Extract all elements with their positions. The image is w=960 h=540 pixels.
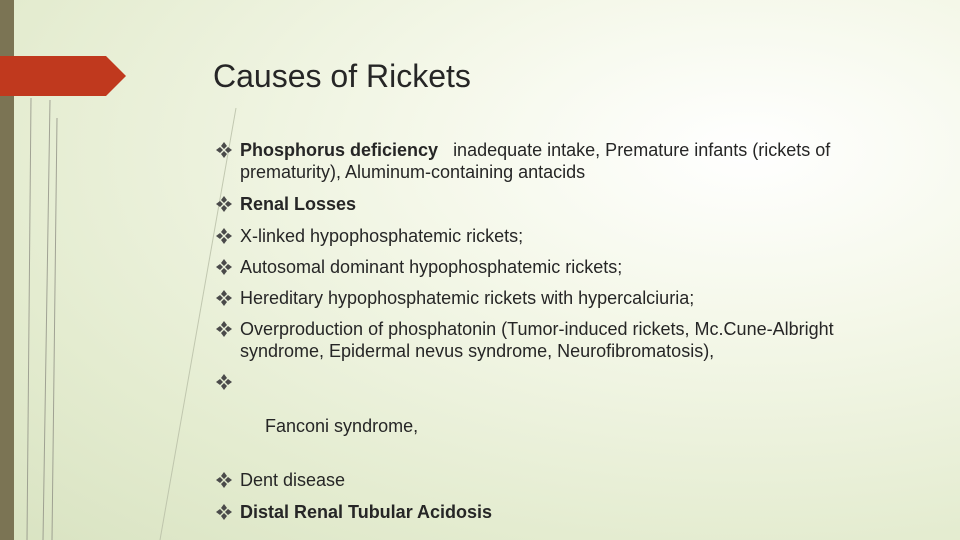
bullet-text: Hereditary hypophosphatemic rickets with hypercalciuria; (240, 288, 695, 308)
bullet-phosphorus-deficiency (216, 139, 916, 183)
four-diamond-bullet-icon (216, 228, 232, 244)
bullet-x-linked (216, 225, 916, 247)
four-diamond-bullet-icon (216, 196, 232, 212)
bullet-renal-losses (216, 193, 916, 215)
bullet-text: X-linked hypophosphatemic rickets; (240, 226, 524, 246)
bullet-dent-disease (216, 469, 916, 491)
bullet-text: inadequate intake, Premature infants (rickets of prematurity), Aluminum-containing antacids (240, 140, 831, 182)
four-diamond-bullet-icon (216, 472, 232, 488)
sketch-line-1 (43, 100, 50, 540)
bullet-autosomal-dominant (216, 256, 916, 278)
bullet-text: Dent disease (240, 470, 346, 490)
bullet-text: Overproduction of phosphatonin (Tumor-induced rickets, Mc.Cune-Albright syndrome, Epidermal nevus syndrome, Neurofibromatosis), (240, 319, 834, 361)
bullet-fanconi (216, 371, 916, 459)
four-diamond-bullet-icon (216, 374, 232, 390)
bullet-strong-text: Phosphorus deficiency (240, 140, 439, 160)
four-diamond-bullet-icon (216, 321, 232, 337)
bullet-text: Autosomal dominant hypophosphatemic rickets; (240, 257, 623, 277)
bullet-text: Renal Losses (240, 194, 357, 214)
bullet-list (216, 139, 916, 523)
sketch-line-2 (27, 98, 31, 540)
four-diamond-bullet-icon (216, 259, 232, 275)
bullet-hereditary (216, 287, 916, 309)
sketch-line-3 (52, 118, 57, 540)
four-diamond-bullet-icon (216, 290, 232, 306)
bullet-text: Fanconi syndrome, (260, 416, 419, 436)
bullet-distal-rta (216, 501, 916, 523)
bullet-text: Distal Renal Tubular Acidosis (240, 502, 493, 522)
four-diamond-bullet-icon (216, 504, 232, 520)
slide-title: Causes of Rickets (213, 58, 471, 94)
bullet-overproduction (216, 318, 916, 362)
four-diamond-bullet-icon (216, 142, 232, 158)
